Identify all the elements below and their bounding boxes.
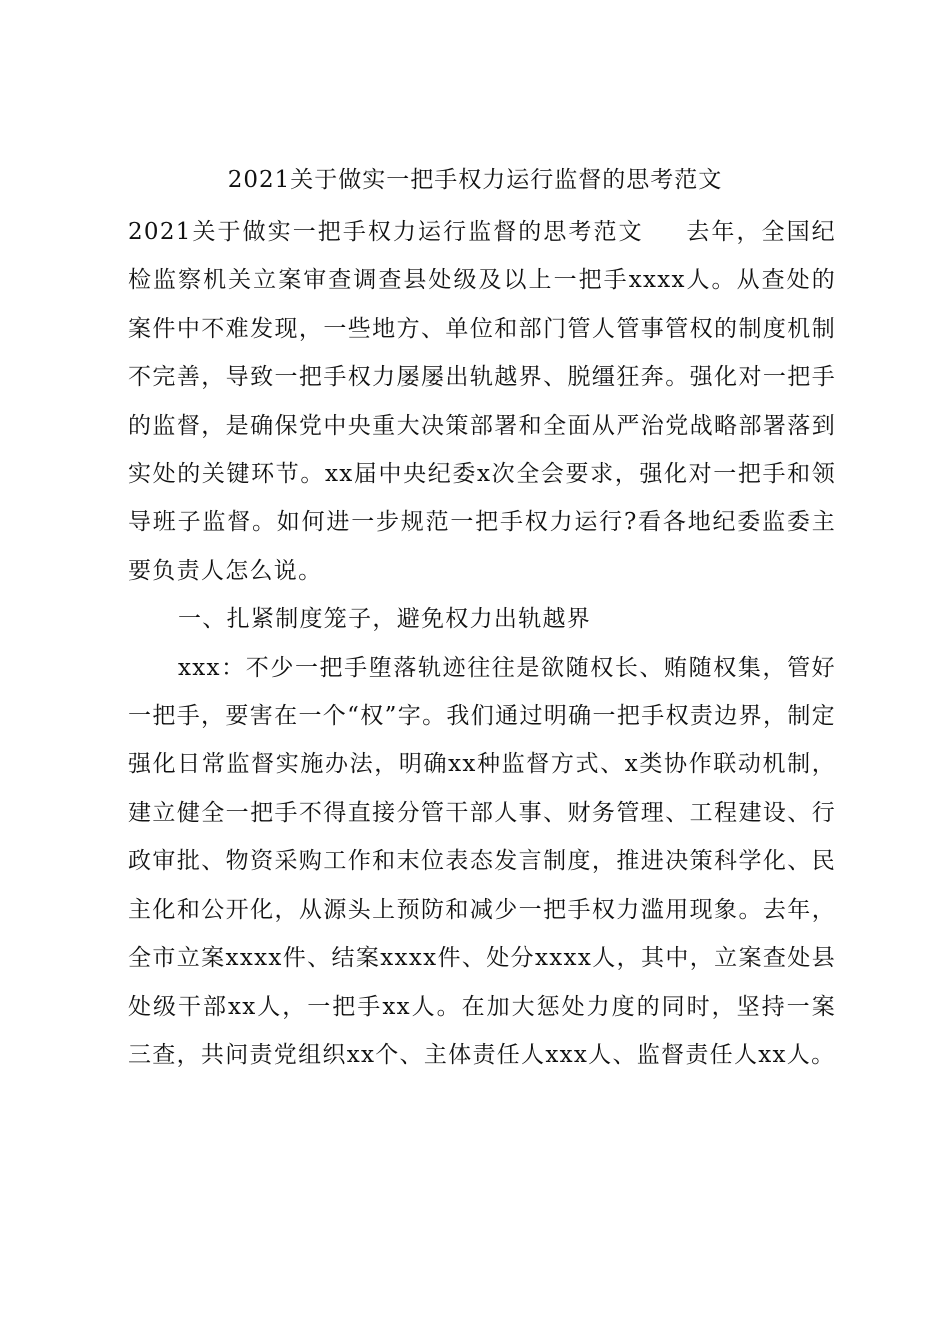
intro-paragraph <box>128 208 836 595</box>
document-body <box>128 208 836 1079</box>
section-1-heading: 一、扎紧制度笼子，避免权力出轨越界 <box>178 606 592 633</box>
intro-body: 去年，全国纪检监察机关立案审查调查县处级及以上一把手xxxx人。从查处的案件中不难发现，一些地方、单位和部门管人管事管权的制度机制不完善，导致一把手权力屡屡出轨越界、脱缰狂奔。强化对一把手的监督，是确保党中央重大决策部署和全面从严治党战略部署落到实处的关键环节。xx届中央纪委x次全会要求，强化对一把手和领导班子监督。如何进一步规范一把手权力运行?看各地纪委监委主要负责人怎么说。 <box>128 219 836 584</box>
section-1-paragraph: xxx：不少一把手堕落轨迹往往是欲随权长、贿随权集，管好一把手，要害在一个“权”字。我们通过明确一把手权责边界，制定强化日常监督实施办法，明确xx种监督方式、x类协作联动机制，建立健全一把手不得直接分管干部人事、财务管理、工程建设、行政审批、物资采购工作和末位表态发言制度，推进决策科学化、民主化和公开化，从源头上预防和减少一把手权力滥用现象。去年，全市立案xxxx件、结案xxxx件、处分xxxx人，其中，立案查处县处级干部xx人，一把手xx人。在加大惩处力度的同时，坚持一案三查，共问责党组织xx个、主体责任人xxx人、监督责任人xx人。 <box>128 654 836 1068</box>
document-title: 2021关于做实一把手权力运行监督的思考范文 <box>227 167 723 193</box>
intro-lead: 2021关于做实一把手权力运行监督的思考范文 <box>128 219 644 245</box>
